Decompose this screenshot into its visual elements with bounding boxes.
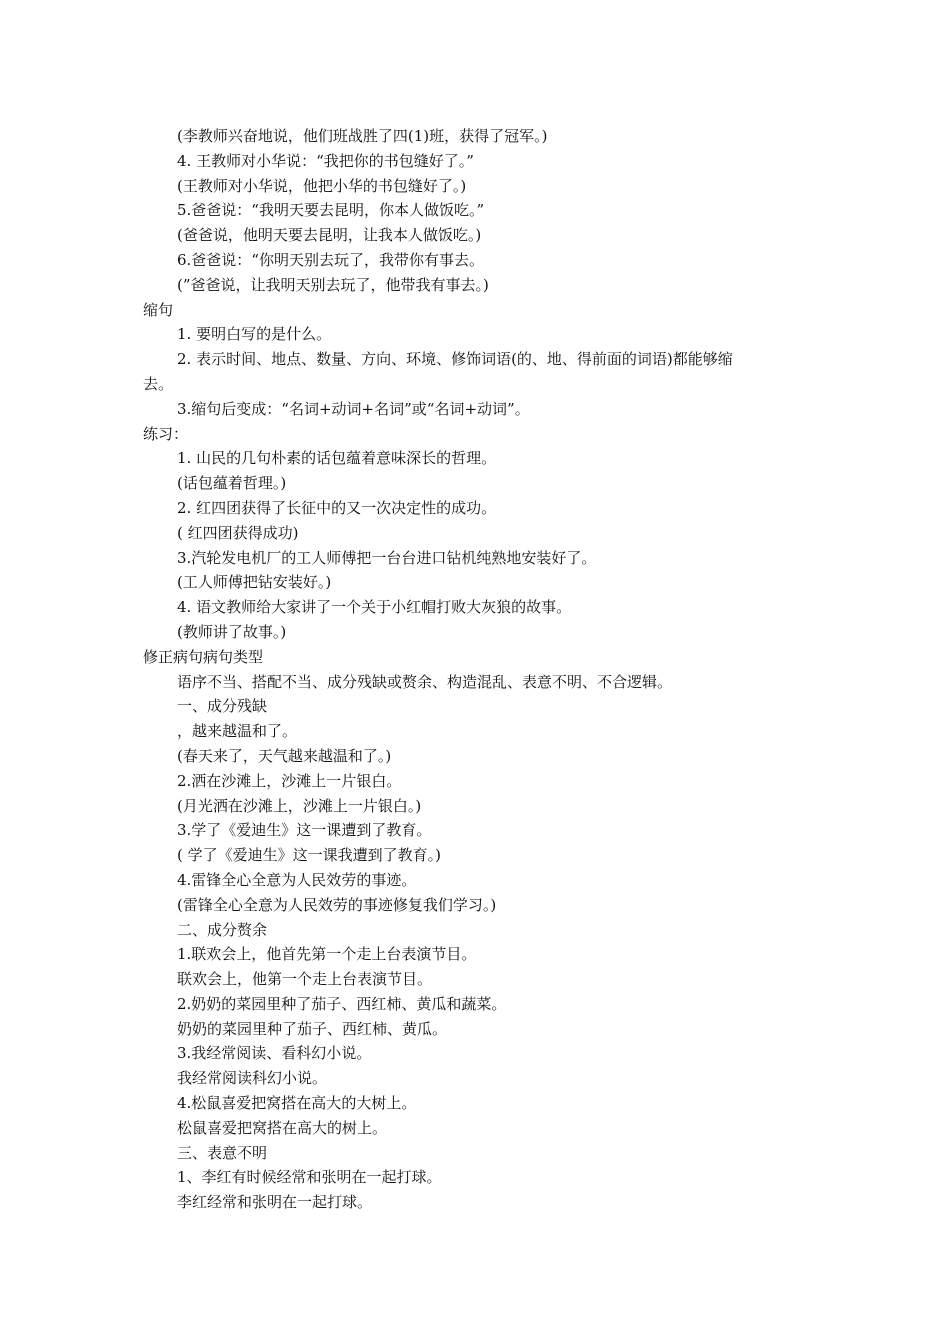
text-line: 2. 红四团获得了长征中的又一次决定性的成功。 <box>177 498 497 517</box>
text-line: 3.学了《爱迪生》这一课遭到了教育。 <box>177 821 432 840</box>
text-line: 2.奶奶的菜园里种了茄子、西红柿、黄瓜和蔬菜。 <box>177 994 507 1013</box>
text-line: 4. 王教师对小华说：“我把你的书包缝好了。” <box>177 151 474 170</box>
text-line: 奶奶的菜园里种了茄子、西红柿、黄瓜。 <box>177 1019 448 1038</box>
text-line: 2.洒在沙滩上，沙滩上一片银白。 <box>177 771 402 790</box>
text-line-continuation: 去。 <box>143 374 174 393</box>
text-line: (月光洒在沙滩上，沙滩上一片银白。) <box>177 796 422 815</box>
text-line: (李教师兴奋地说，他们班战胜了四(1)班，获得了冠军。) <box>177 127 548 145</box>
text-line: 4.雷锋全心全意为人民效劳的事迹。 <box>177 870 417 889</box>
text-line: 松鼠喜爱把窝搭在高大的树上。 <box>177 1118 388 1137</box>
text-line: ，越来越温和了。 <box>177 722 298 741</box>
text-line: 2. 表示时间、地点、数量、方向、环境、修饰词语(的、地、得前面的词语)都能够缩 <box>177 350 733 369</box>
text-line: 3.我经常阅读、看科幻小说。 <box>177 1044 372 1063</box>
text-line: (爸爸说，他明天要去昆明，让我本人做饭吃。) <box>177 226 482 245</box>
document-body <box>143 124 813 1215</box>
text-line: (工人师傅把钻安装好。) <box>177 573 332 592</box>
text-line: (雷锋全心全意为人民效劳的事迹修复我们学习。) <box>177 895 497 914</box>
text-line: 语序不当、搭配不当、成分残缺或赘余、构造混乱、表意不明、不合逻辑。 <box>177 672 673 691</box>
text-line: 1. 要明白写的是什么。 <box>177 325 332 344</box>
section-heading: 缩句 <box>143 300 174 319</box>
text-line: (教师讲了故事。) <box>177 622 287 641</box>
section-heading: 练习： <box>143 424 189 443</box>
text-line: (”爸爸说，让我明天别去玩了，他带我有事去。) <box>177 275 489 294</box>
text-line: 4.松鼠喜爱把窝搭在高大的大树上。 <box>177 1094 417 1113</box>
text-line: 6.爸爸说：“你明天别去玩了，我带你有事去。 <box>177 250 484 269</box>
text-line: 李红经常和张明在一起打球。 <box>177 1193 373 1212</box>
text-line: ( 红四团获得成功) <box>177 523 299 542</box>
text-line: ( 学了《爱迪生》这一课我遭到了教育。) <box>177 846 441 865</box>
text-line: 1. 山民的几句朴素的话包蕴着意味深长的哲理。 <box>177 449 497 468</box>
text-line: (春天来了，天气越来越温和了。) <box>177 746 392 765</box>
text-line: 5.爸爸说：“我明天要去昆明，你本人做饭吃。” <box>177 201 485 220</box>
text-line: 3.汽轮发电机厂的工人师傅把一台台进口钻机纯熟地安装好了。 <box>177 548 597 567</box>
text-line: (话包蕴着哲理。) <box>177 474 287 493</box>
text-line: 4. 语文教师给大家讲了一个关于小红帽打败大灰狼的故事。 <box>177 598 572 617</box>
text-line: 1.联欢会上，他首先第一个走上台表演节目。 <box>177 945 477 964</box>
text-line: 联欢会上，他第一个走上台表演节目。 <box>177 970 433 989</box>
text-line: 3.缩句后变成：“名词+动词+名词”或“名词+动词”。 <box>177 399 530 418</box>
text-line: 1、李红有时候经常和张明在一起打球。 <box>177 1168 442 1187</box>
text-line: (王教师对小华说，他把小华的书包缝好了。) <box>177 176 467 195</box>
subsection-heading: 三、表意不明 <box>177 1143 268 1162</box>
subsection-heading: 二、成分赘余 <box>177 920 268 939</box>
subsection-heading: 一、成分残缺 <box>177 697 268 716</box>
section-heading: 修正病句病句类型 <box>143 647 264 666</box>
text-line: 我经常阅读科幻小说。 <box>177 1069 328 1088</box>
